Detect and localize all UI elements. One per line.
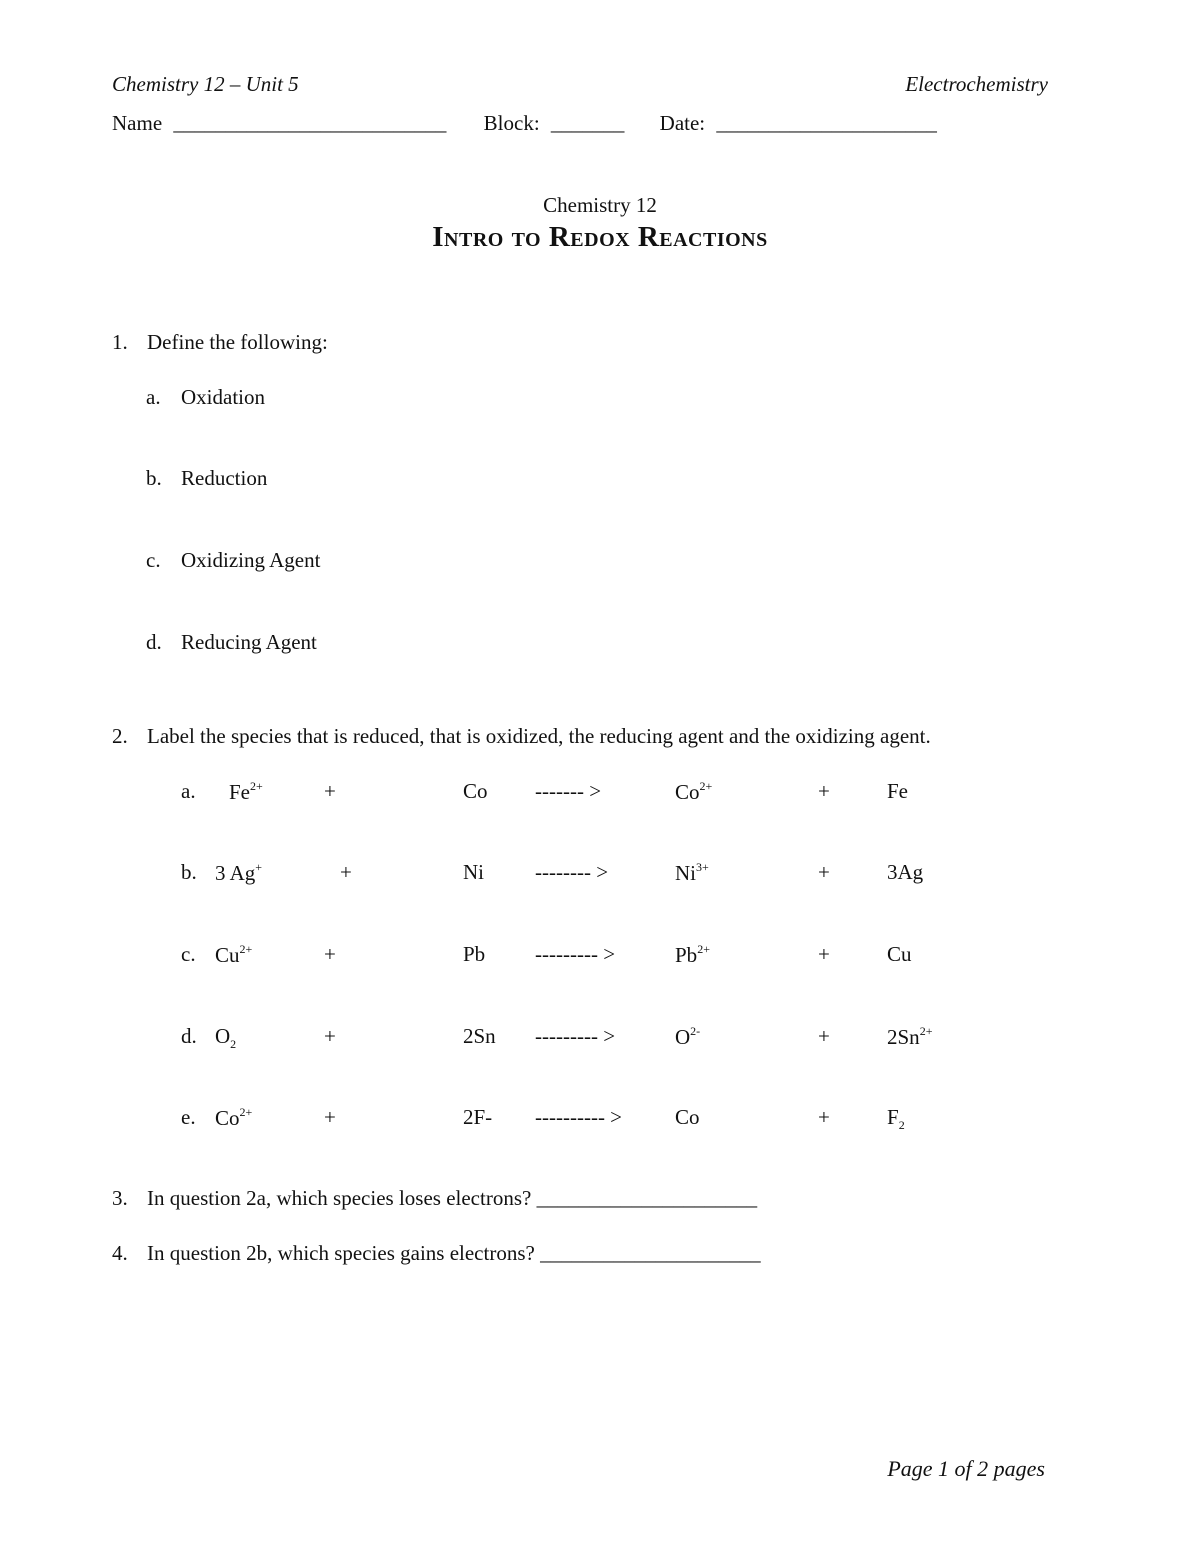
plus-sign: + (818, 942, 830, 966)
reaction-arrow: --------- > (535, 942, 616, 966)
question-1-number: 1. (112, 330, 128, 354)
product-2: 3Ag (887, 860, 924, 884)
plus-sign: + (340, 860, 352, 884)
question-2-number: 2. (112, 724, 128, 748)
product-2: Cu (887, 942, 912, 966)
plus-sign: + (324, 942, 336, 966)
q1-item-letter: a. (146, 385, 161, 409)
header-topic: Electrochemistry (905, 72, 1048, 96)
reaction-letter: d. (181, 1024, 197, 1048)
q1-item-oxidation: Oxidation (181, 385, 265, 409)
reaction-letter: e. (181, 1105, 196, 1129)
reactant-2: Pb (463, 942, 486, 966)
product-1: $Ni^{3+}$ (675, 860, 709, 885)
plus-sign: + (818, 1024, 830, 1048)
question-3 (147, 1186, 757, 1211)
reaction-arrow: -------- > (535, 860, 609, 884)
q1-item-reducing-agent: Reducing Agent (181, 630, 317, 654)
page-number: Page 1 of 2 pages (887, 1456, 1045, 1481)
question-3-number: 3. (112, 1186, 128, 1210)
question-3-prompt: In question 2a, which species loses electrons? (147, 1186, 532, 1210)
product-1: $Co^{2+}$ (675, 779, 713, 804)
reactant-2: 2Sn (463, 1024, 496, 1048)
q1-item-reduction: Reduction (181, 466, 268, 490)
question-4-prompt: In question 2b, which species gains electrons? (147, 1241, 535, 1265)
plus-sign: + (818, 1105, 830, 1129)
question-2-prompt: Label the species that is reduced, that is oxidized, the reducing agent and the oxidizing agent. (147, 724, 931, 748)
plus-sign: + (324, 779, 336, 803)
product-1: $O^{2-}$ (675, 1024, 701, 1049)
block-field[interactable]: _______ (550, 111, 625, 135)
reactant-1: 3 Ag+ (215, 860, 263, 885)
reaction-arrow: --------- > (535, 1024, 616, 1048)
reactant-2: 2F- (463, 1105, 493, 1129)
reaction-letter: a. (181, 779, 196, 803)
reaction-arrow: ------- > (535, 779, 602, 803)
reactant-1: $O_2$ (215, 1024, 237, 1051)
plus-sign: + (818, 779, 830, 803)
product-2: $2Sn^{2+}$ (887, 1024, 933, 1049)
product-2: $F_2$ (887, 1105, 905, 1132)
date-label: Date: (659, 111, 706, 135)
reactant-1: $Fe^{2+}$ (229, 779, 263, 804)
student-info-row (112, 111, 937, 136)
question-4-answer-field[interactable]: _____________________ (540, 1241, 761, 1265)
reactant-1: $Cu^{2+}$ (215, 942, 253, 967)
question-4 (147, 1241, 761, 1266)
reaction-letter: c. (181, 942, 196, 966)
name-label: Name (112, 111, 163, 135)
header-course-unit: Chemistry 12 – Unit 5 (112, 72, 299, 96)
plus-sign: + (324, 1024, 336, 1048)
product-2: Fe (887, 779, 908, 803)
plus-sign: + (324, 1105, 336, 1129)
question-3-answer-field[interactable]: _____________________ (536, 1186, 758, 1210)
name-field[interactable]: __________________________ (173, 111, 447, 135)
product-1: $Pb^{2+}$ (675, 942, 710, 967)
reaction-letter: b. (181, 860, 197, 884)
document-subtitle: Chemistry 12 (543, 193, 657, 217)
document-title: Intro to Redox Reactions (432, 221, 768, 253)
product-1: Co (675, 1105, 700, 1129)
reactant-1: $Co^{2+}$ (215, 1105, 253, 1130)
reactant-2: Co (463, 779, 488, 803)
question-4-number: 4. (112, 1241, 128, 1265)
question-1-prompt: Define the following: (147, 330, 328, 354)
q1-item-letter: b. (146, 466, 162, 490)
q1-item-oxidizing-agent: Oxidizing Agent (181, 548, 321, 572)
reactant-2: Ni (463, 860, 484, 884)
q1-item-letter: d. (146, 630, 162, 654)
block-label: Block: (483, 111, 540, 135)
plus-sign: + (818, 860, 830, 884)
q1-item-letter: c. (146, 548, 161, 572)
date-field[interactable]: _____________________ (716, 111, 937, 135)
reaction-arrow: ---------- > (535, 1105, 623, 1129)
